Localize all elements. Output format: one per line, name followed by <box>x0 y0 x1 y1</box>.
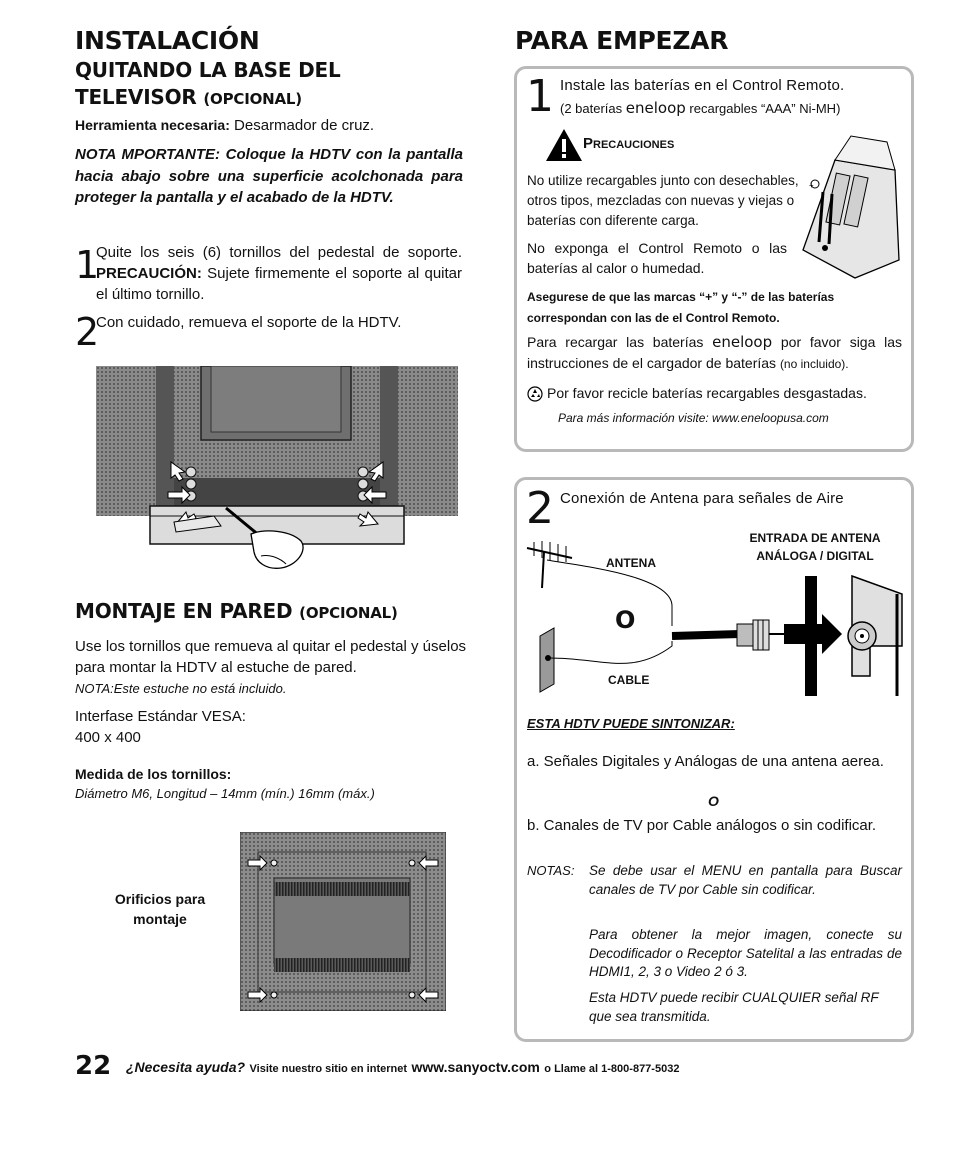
tv-stand-removal-illustration <box>96 366 458 578</box>
warning-icon <box>545 128 583 167</box>
section-title-line1: QUITANDO LA BASE DEL <box>75 58 341 82</box>
tool-value: Desarmador de cruz. <box>234 117 375 134</box>
wall-mount-text: Use los tornillos que remueva al quitar el pedestal y úselos para montar la HDTV al estuche de pared. <box>75 638 467 676</box>
step-1-text-b: Sujete firmemente el soporte al quitar el último tornillo. <box>96 265 463 303</box>
precautions-title: Precauciones <box>583 135 675 152</box>
box2-heading: Conexión de Antena para señales de Aire <box>560 490 844 507</box>
box2-step-number: 2 <box>526 483 554 534</box>
notes-label: NOTAS: <box>527 863 575 878</box>
vesa-value: 400 x 400 <box>75 729 141 746</box>
warning-text-2: No exponga el Control Remoto o las baterías al calor o humedad. <box>527 240 787 276</box>
box1-line1: Instale las baterías en el Control Remoto. <box>560 77 845 94</box>
website-link[interactable]: www.sanyoctv.com <box>411 1059 540 1075</box>
antenna-label: ANTENA <box>606 556 656 570</box>
step-number-2: 2 <box>75 310 100 354</box>
wall-mount-holes-illustration <box>240 832 446 1011</box>
recycle-icon <box>527 386 543 407</box>
tune-heading-colon: : <box>730 716 735 731</box>
recharge-text-a: Para recargar las baterías <box>527 334 704 350</box>
warning-text-1: No utilize recargables junto con desechables, otros tipos, mezcladas con nuevas y viejas o baterías con diferente carga. <box>527 173 799 228</box>
note-2: Para obtener la mejor imagen, conecte su Decodificador o Receptor Satelital a las entradas de HDMI1, 2, 3 o Video 2 ó 3. <box>589 927 902 979</box>
option-b: b. Canales de TV por Cable análogos o sin codificar. <box>527 817 877 834</box>
step-2-text: Con cuidado, remueva el soporte de la HDTV. <box>96 314 402 331</box>
wall-mount-title <box>75 599 398 623</box>
mounting-holes-label <box>100 889 220 929</box>
note-1: Se debe usar el MENU en pantalla para Buscar canales de TV por Cable sin codificar. <box>589 863 902 897</box>
wall-mount-optional-tag: (OPCIONAL) <box>299 604 398 622</box>
wall-note-label: NOTA: <box>75 681 114 696</box>
eneloop-brand-2: eneloop <box>712 333 773 351</box>
option-a: a. Señales Digitales y Análogas de una antena aerea. <box>527 753 884 770</box>
mounting-holes-label-line1: Orificios para <box>114 891 206 907</box>
box1-line2-b: recargables “AAA” Ni-MH) <box>689 101 841 116</box>
optional-tag: (OPCIONAL) <box>203 90 302 108</box>
wall-note-text: Este estuche no está incluido. <box>113 681 287 696</box>
page-number: 22 <box>75 1051 112 1081</box>
antenna-connection-diagram <box>522 536 907 698</box>
help-question: ¿Necesita ayuda? <box>126 1059 246 1075</box>
section-title-line2 <box>75 85 302 109</box>
screw-size-label: Medida de los tornillos: <box>75 766 232 782</box>
svg-text:+: + <box>809 181 814 190</box>
recycle-text: Por favor recicle baterías recargables desgastadas. <box>547 385 867 401</box>
screw-size-value: Diámetro M6, Longitud – 14mm (mín.) 16mm (máx.) <box>75 786 375 801</box>
wall-mount-title-text: MONTAJE EN PARED <box>75 599 293 623</box>
recharge-text-c: (no incluido). <box>779 357 849 371</box>
polarity-warning: Asegurese de que las marcas “+” y “-” de las baterías correspondan con las de el Control Remoto. <box>527 290 835 325</box>
eneloop-brand-1: eneloop <box>625 99 686 117</box>
box1-line2 <box>560 98 840 119</box>
mounting-holes-label-line2: montaje <box>133 911 187 927</box>
phone-text: o Llame al 1-800-877-5032 <box>544 1063 680 1075</box>
box1-line2-a: (2 baterías <box>560 101 623 116</box>
recharge-text-b: por favor siga las instrucciones de el cargador de baterías <box>527 334 903 371</box>
note-3: Esta HDTV puede recibir CUALQUIER señal RF que sea transmitida. <box>589 990 879 1024</box>
important-note: NOTA MPORTANTE: Coloque la HDTV con la pantalla hacia abajo sobre una superficie acolchonada para proteger la pantalla y el acabado de la HDTV. <box>75 146 463 206</box>
box1-step-number: 1 <box>526 71 554 122</box>
step-1-caution: PRECAUCIÓN: <box>96 265 202 282</box>
tune-heading-text: ESTA HDTV PUEDE SINTONIZAR <box>527 716 731 731</box>
help-footer <box>126 1059 679 1077</box>
tune-heading <box>527 716 735 731</box>
more-info-text: Para más información visite: www.eneloopusa.com <box>558 411 829 425</box>
step-1-text-a: Quite los seis (6) tornillos del pedestal de soporte. <box>96 244 462 261</box>
section-title-text: TELEVISOR <box>75 85 197 109</box>
option-or: O <box>708 793 719 809</box>
right-title: PARA EMPEZAR <box>515 26 729 55</box>
tool-label: Herramienta necesaria: <box>75 117 230 133</box>
visit-text: Visite nuestro sitio en internet <box>249 1063 408 1075</box>
wall-mount-note <box>75 680 287 698</box>
recharge-instructions <box>527 332 902 375</box>
antenna-input-label-line1: ENTRADA DE ANTENA <box>749 531 881 545</box>
tool-line <box>75 115 465 136</box>
cable-label: CABLE <box>608 673 650 687</box>
page-title: INSTALACIÓN <box>75 26 260 55</box>
step-1-text <box>96 242 462 305</box>
or-label: O <box>615 606 636 634</box>
remote-battery-illustration <box>795 130 905 280</box>
antenna-input-label-line2: ANÁLOGA / DIGITAL <box>756 549 874 563</box>
vesa-label: Interfase Estándar VESA: <box>75 708 246 725</box>
step-number-1: 1 <box>75 243 100 287</box>
